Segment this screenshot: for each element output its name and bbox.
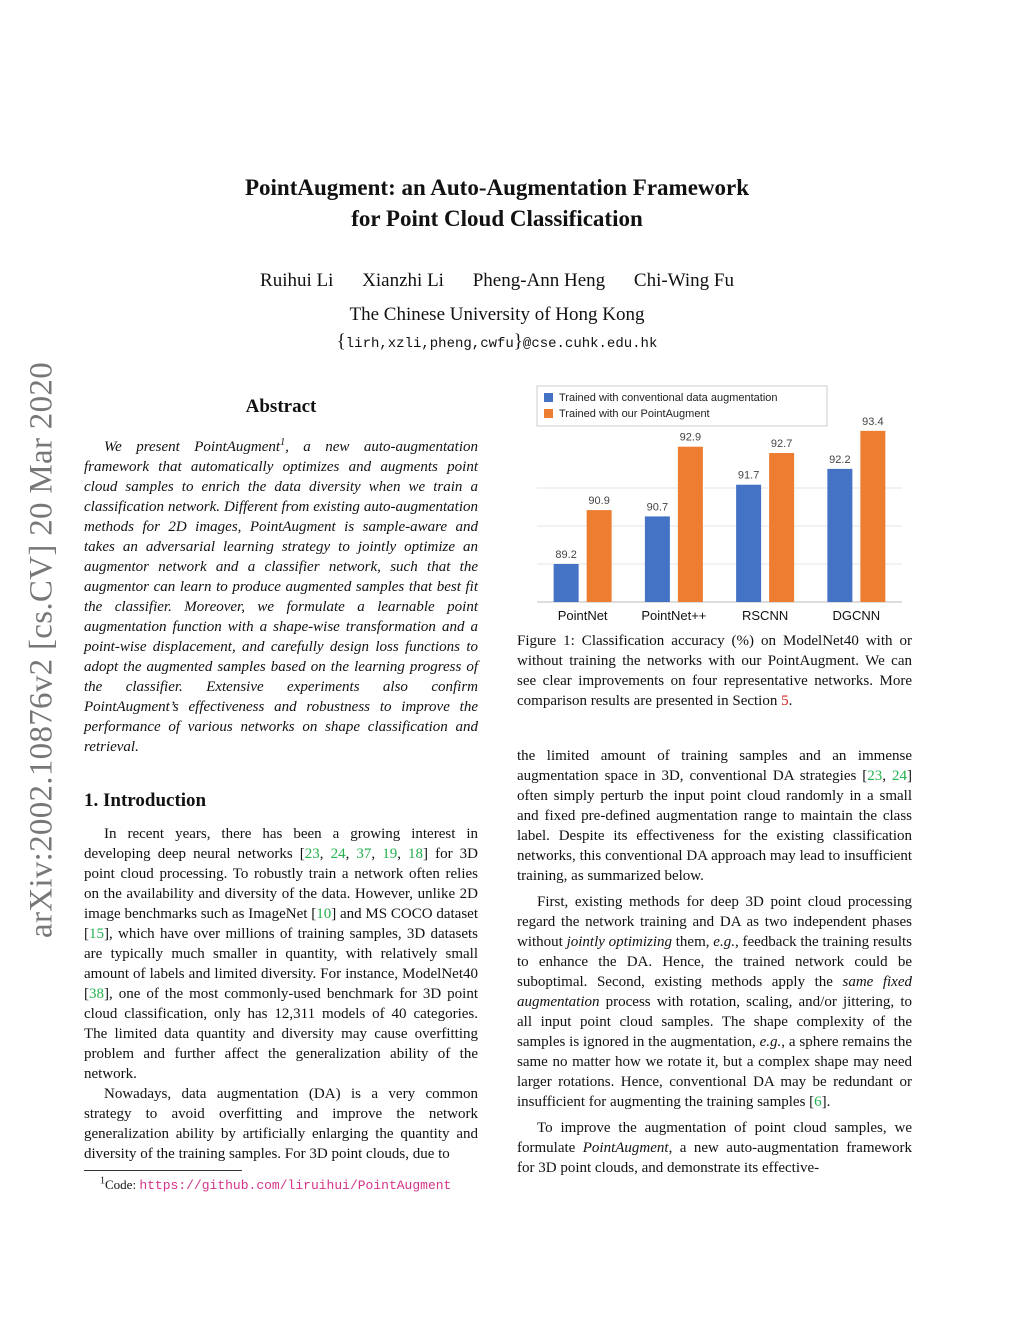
footnote xyxy=(100,1177,451,1193)
sep: , xyxy=(397,846,409,862)
caption-text: Figure 1: Classification accuracy (%) on ModelNet40 with or without training the networks with our PointAugment. We can see clear improvements on four representative networks. More comparison results are presented in Section xyxy=(517,633,912,709)
emphasis: e.g. xyxy=(713,934,735,950)
paper-title xyxy=(150,172,844,234)
code-url-link[interactable]: https://github.com/liruihui/PointAugment xyxy=(139,1178,452,1193)
citation-link[interactable]: 19 xyxy=(382,846,398,862)
body-text: the limited amount of training samples and an immense augmentation space in 3D, conventional DA strategies [ xyxy=(517,748,912,784)
data-label: 90.7 xyxy=(646,501,669,514)
author-list xyxy=(150,270,844,292)
left-column-text xyxy=(84,824,478,1164)
bar xyxy=(678,447,703,602)
body-text: , a sphere remains the same no matter how we rotate it, but a complex shape may need larger rotations. Hence, conventional DA may be redundant or insufficient for augmenting the training samples [ xyxy=(517,1034,912,1110)
intro-text: ], one of the most commonly-used benchmark for 3D point cloud classification, only has 12,311 models of 40 categories. The limited data quantity and diversity may cause overfitting problem and further affect the generalization ability of the network. xyxy=(84,986,478,1082)
abstract-lead: We present PointAugment xyxy=(104,439,281,455)
footnote-ref[interactable]: 1 xyxy=(280,437,286,448)
bar xyxy=(827,469,852,602)
accuracy-bar-chart xyxy=(517,380,912,630)
legend-label: Trained with our PointAugment xyxy=(559,408,710,420)
citation-link[interactable]: 10 xyxy=(316,906,332,922)
sep: , xyxy=(345,846,357,862)
brace: { xyxy=(336,331,346,352)
data-label: 93.4 xyxy=(862,415,884,428)
category-label: RSCNN xyxy=(742,608,789,623)
intro-paragraph-2: Nowadays, data augmentation (DA) is a very common strategy to avoid overfitting and improve the network generalization ability by artificially enlarging the quantity and diversity of the training samples. For 3D point clouds, due to xyxy=(84,1086,478,1162)
intro-text: In recent years, there has been a growing interest in developing deep neural networks [ xyxy=(84,826,478,862)
bar xyxy=(645,516,670,602)
caption-end: . xyxy=(788,693,793,709)
emphasis: same fixed augmentation xyxy=(517,974,912,1010)
bar xyxy=(769,453,794,602)
footnote-mark: 1 xyxy=(100,1175,105,1187)
email-users: lirh,xzli,pheng,cwfu xyxy=(345,336,514,352)
citation-link[interactable]: 6 xyxy=(814,1094,822,1110)
arxiv-sidebar xyxy=(12,350,72,950)
body-text: ] often simply perturb the input point cloud randomly in a small and fixed pre-defined augmentation range to maintain the class label. Despite its effectiveness for the existing classification networks, this conventional DA approach may lead to insufficient training, as summarized below. xyxy=(517,768,912,884)
bar xyxy=(554,564,579,602)
abstract-heading: Abstract xyxy=(245,396,317,417)
bar xyxy=(736,485,761,602)
category-label: PointNet xyxy=(557,608,608,623)
data-label: 91.7 xyxy=(737,469,760,482)
bar xyxy=(860,431,885,602)
right-column-text xyxy=(517,746,912,1178)
data-label: 90.9 xyxy=(588,495,610,508)
citation-link[interactable]: 15 xyxy=(89,926,104,942)
body-text: , feedback the training results to enhance the DA. Hence, the trained network could be suboptimal. Second, existing methods apply the xyxy=(517,934,912,990)
data-label: 92.9 xyxy=(679,431,702,444)
citation-link[interactable]: 38 xyxy=(89,986,104,1002)
legend-swatch xyxy=(544,393,553,402)
figure-caption xyxy=(517,631,912,711)
citation-link[interactable]: 23 xyxy=(304,846,320,862)
emphasis: PointAugment xyxy=(582,1140,669,1156)
intro-text: ], which have over millions of training samples, 3D datasets are typically much smaller in quantity, with relatively small amount of labels and limited diversity. For instance, ModelNet40 [ xyxy=(84,926,478,1002)
citation-link[interactable]: 18 xyxy=(408,846,424,862)
author: Chi-Wing Fu xyxy=(633,270,734,291)
section-heading-introduction: 1. Introduction xyxy=(84,790,207,811)
legend-label: Trained with conventional data augmentation xyxy=(559,392,778,404)
emphasis: jointly optimizing xyxy=(566,934,673,950)
abstract-text: , a new auto-augmentation framework that automatically optimizes and augments point cloud samples to enrich the data diversity when we train a classification network. Different from existing auto-augmentation methods for 2D images, PointAugment is sample-aware and takes an adversarial learning strategy to jointly optimize an augmentor network and a classifier network, such that the augmentor can learn to produce augmented samples that best fit the classifier. Moreover, we formulate a learnable point augmentation function with a shape-wise transformation and a point-wise displacement, and carefully design loss functions to adopt the augmented samples based on the learning progress of the classifier. Extensive experiments also confirm PointAugment’s effectiveness and robustness to improve the performance of various networks on shape classification and retrieval. xyxy=(84,439,478,755)
body-text: ]. xyxy=(821,1094,831,1110)
emphasis: e.g. xyxy=(759,1034,782,1050)
affiliation: The Chinese University of Hong Kong xyxy=(349,304,645,325)
citation-link[interactable]: 24 xyxy=(892,768,907,784)
body-text: First, existing methods for deep 3D point cloud processing regard the network training and DA as two independent phases without xyxy=(517,894,912,950)
title-line-2: for Point Cloud Classification xyxy=(351,206,643,231)
arxiv-id: arXiv:2002.10876v2 [cs.CV] 20 Mar 2020 xyxy=(23,362,60,938)
citation-link[interactable]: 23 xyxy=(867,768,883,784)
category-label: DGCNN xyxy=(832,608,881,623)
data-label: 92.2 xyxy=(829,453,851,466)
citation-link[interactable]: 37 xyxy=(356,846,372,862)
intro-text: ] for 3D point cloud processing. To robustly train a network often relies on the availability and diversity of the data. However, unlike 2D image benchmarks such as ImageNet [ xyxy=(84,846,479,922)
abstract-body xyxy=(84,437,478,757)
sep: , xyxy=(319,846,331,862)
author-emails xyxy=(150,331,844,353)
author: Ruihui Li xyxy=(260,270,334,291)
category-label: PointNet++ xyxy=(641,608,707,623)
intro-text: ] and MS COCO dataset [ xyxy=(84,906,478,942)
body-text: process with rotation, scaling, and/or jittering, to all input point cloud samples. The shape complexity of the samples is ignored in the augmentation, xyxy=(517,994,912,1050)
footnote-label: Code: xyxy=(105,1177,140,1192)
author: Pheng-Ann Heng xyxy=(472,270,606,291)
bar xyxy=(587,510,612,602)
author: Xianzhi Li xyxy=(362,270,444,291)
brace: } xyxy=(513,331,523,352)
body-text: To improve the augmentation of point cloud samples, we formulate xyxy=(517,1120,912,1156)
section-ref-link[interactable]: 5 xyxy=(781,693,789,709)
citation-link[interactable]: 24 xyxy=(330,846,346,862)
footnote-rule xyxy=(84,1170,242,1171)
sep: , xyxy=(371,846,383,862)
title-line-1: PointAugment: an Auto-Augmentation Framework xyxy=(244,175,750,200)
email-domain: @cse.cuhk.edu.hk xyxy=(522,336,658,352)
body-text: , a new auto-augmentation framework for 3D point clouds, and demonstrate its effective- xyxy=(517,1140,912,1176)
sep: , xyxy=(882,768,892,784)
body-text: them, xyxy=(672,934,714,950)
legend-swatch xyxy=(544,409,553,418)
data-label: 92.7 xyxy=(770,438,793,451)
data-label: 89.2 xyxy=(555,548,577,561)
